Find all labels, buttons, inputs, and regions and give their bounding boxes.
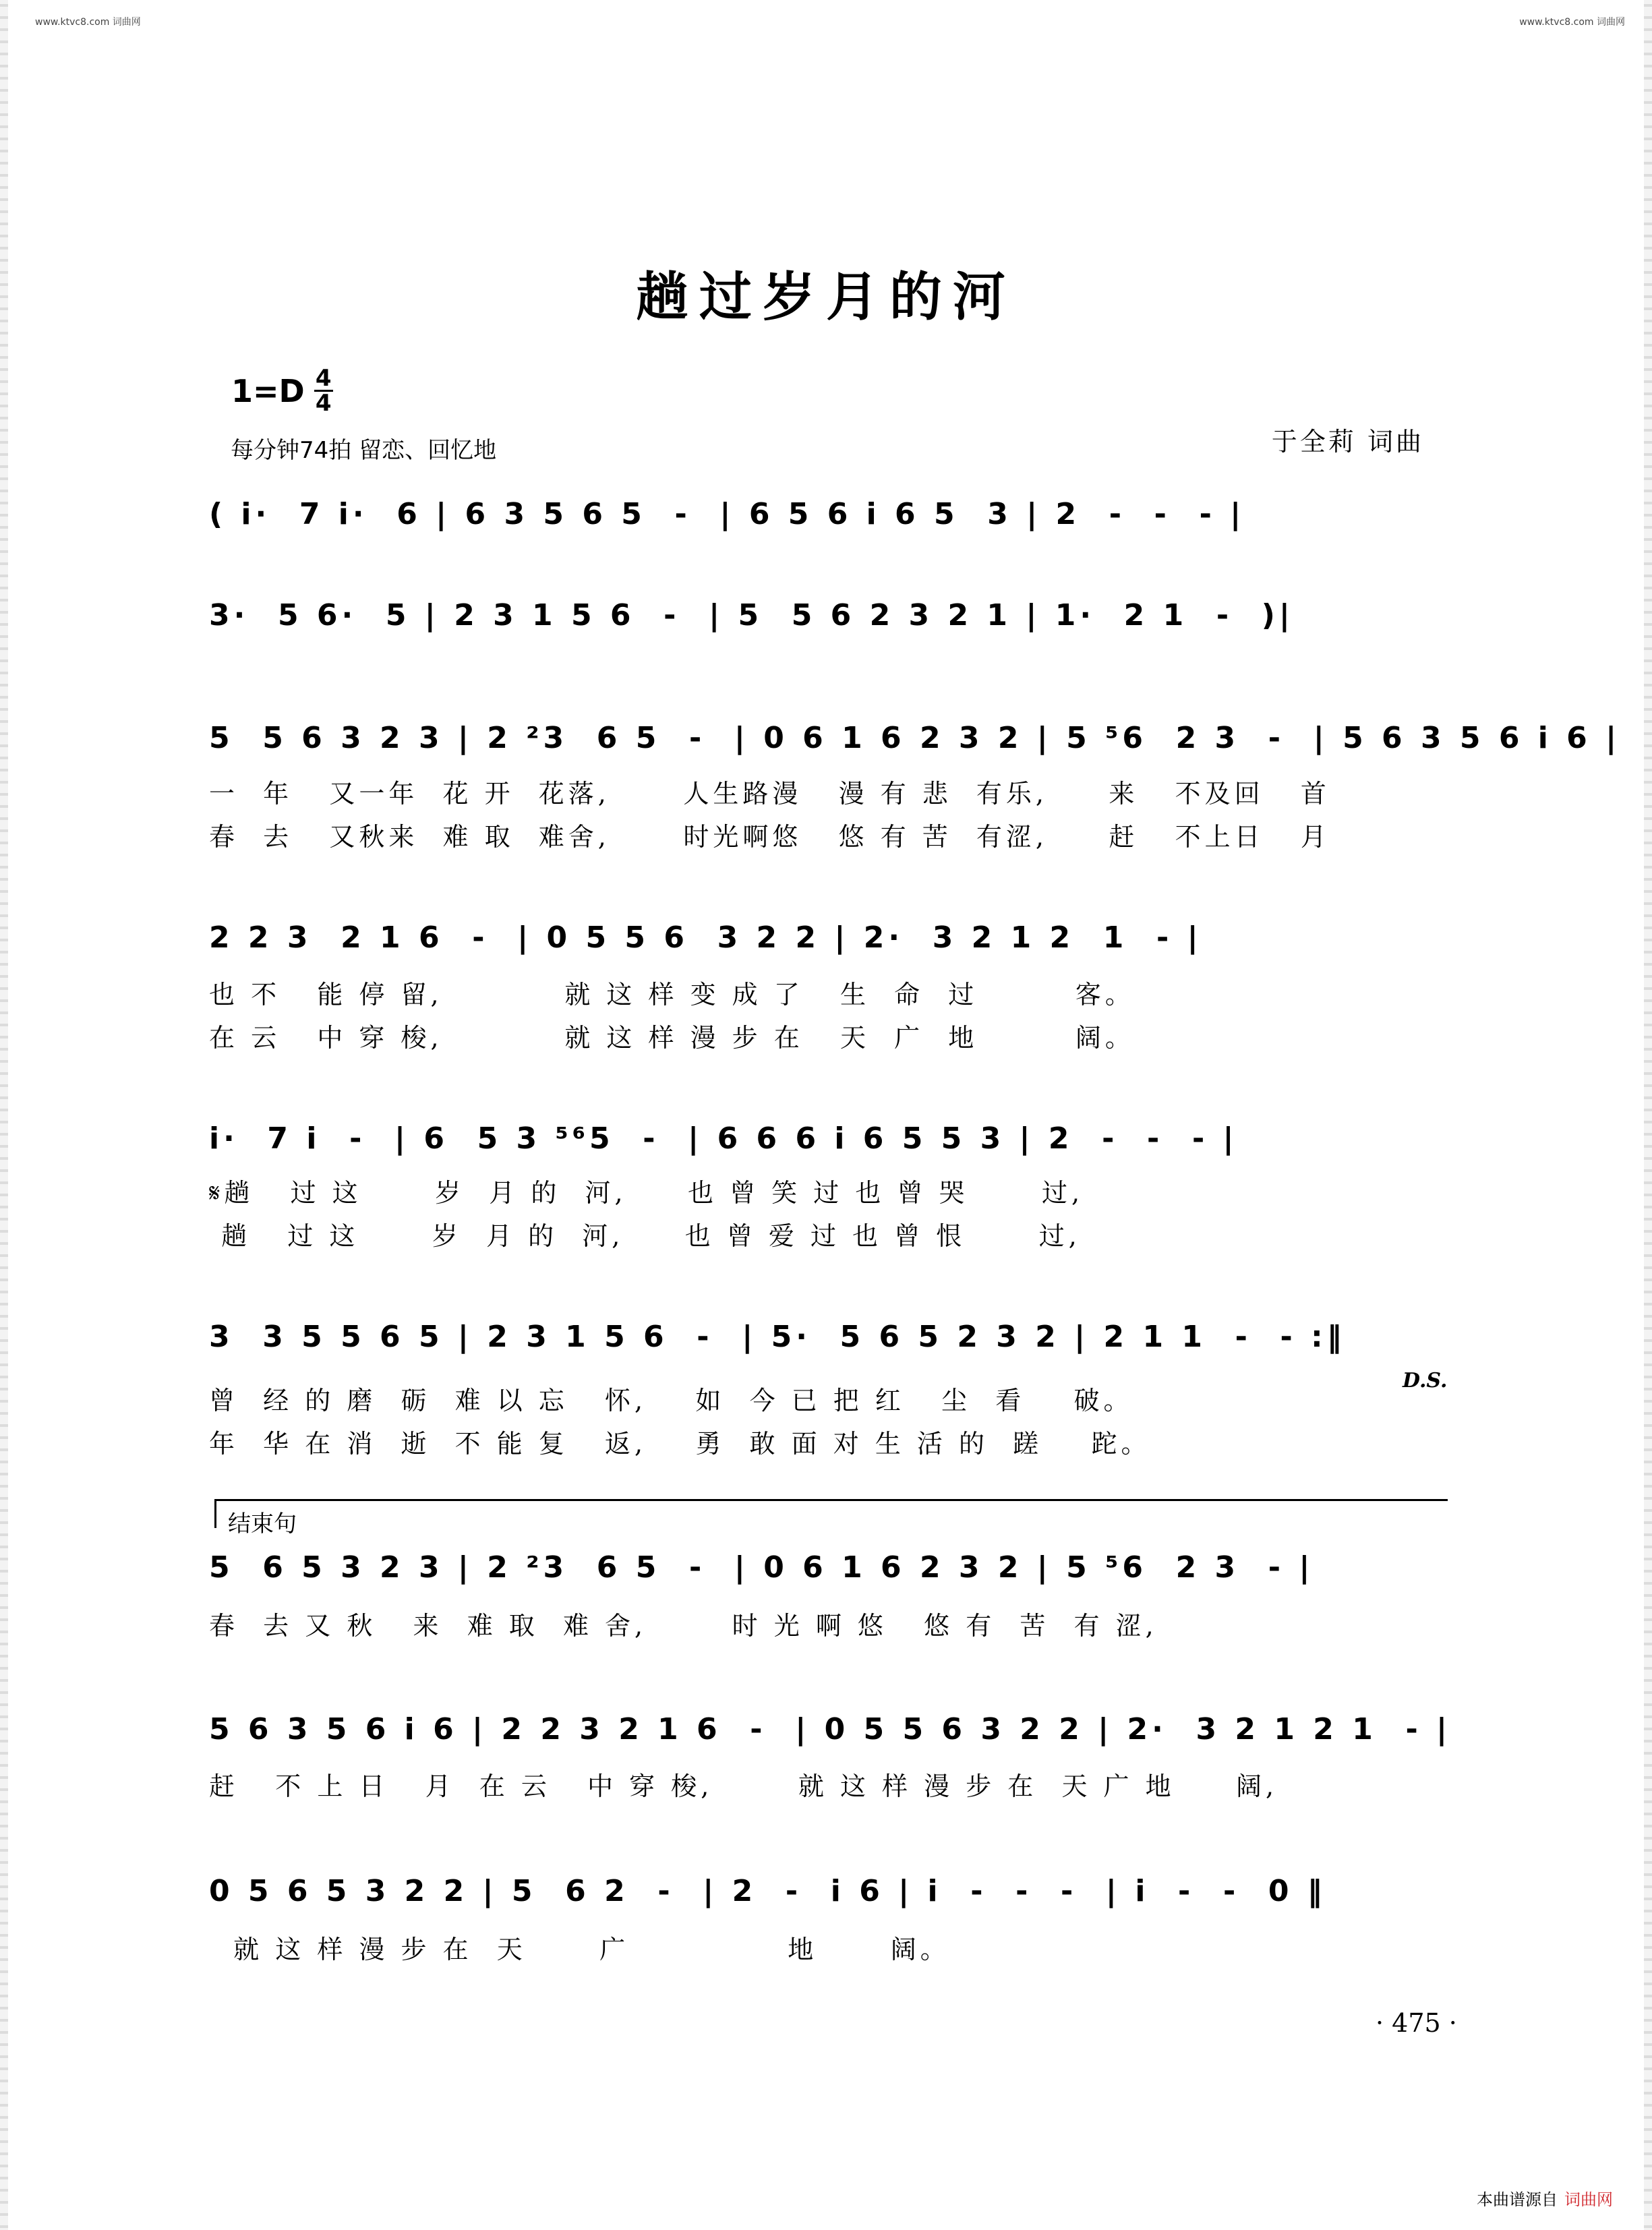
lyric-line: 曾 经 的 磨 砺 难 以 忘 怀, 如 今 已 把 红 尘 看 破。 [209,1386,1133,1415]
left-edge-strip [0,0,8,2230]
dal-segno-marking: D.S. [1403,1369,1448,1392]
notation-row [209,711,1621,765]
lyric-line: 在 云 中 穿 梭, 就 这 样 漫 步 在 天 广 地 阔。 [209,1023,1135,1053]
notation-notes: 5 5 6 3 2 3 | 2 ²3 6 5 - | 0 6 1 6 2 3 2 | 5 ⁵6 2 3 - | 5 6 3 5 6 i 6 | [209,720,1621,755]
notation-row [209,1310,1450,1363]
author-credit: 于全莉 词曲 [1271,427,1424,457]
notation-notes: 5 6 5 3 2 3 | 2 ²3 6 5 - | 0 6 1 6 2 3 2 | 5 ⁵6 2 3 - | [209,1550,1314,1585]
time-signature-top: 4 [315,365,332,392]
notation-notes: i· 7 i - | 6 5 3 ⁵⁶5 - | 6 6 6 i 6 5 5 3 | 2 - - - | [209,1121,1238,1156]
notation-row [209,1864,1450,1918]
lyric-line: 年 华 在 消 逝 不 能 复 返, 勇 敢 面 对 生 活 的 蹉 跎。 [209,1429,1151,1459]
notation-row [209,487,1450,541]
lyric-line: 春 去 又 秋 来 难 取 难 舍, 时 光 啊 悠 悠 有 苦 有 涩, [209,1611,1158,1641]
right-edge-strip [1644,0,1652,2230]
lyric-line: 趟 过 这 岁 月 的 河, 也 曾 爱 过 也 曾 恨 过, [209,1221,1081,1251]
coda-bracket [214,1499,1448,1528]
key-label: 1=D [231,372,305,409]
lyric-line: 赶 不 上 日 月 在 云 中 穿 梭, 就 这 样 漫 步 在 天 广 地 阔, [209,1771,1278,1801]
notation-notes: 5 6 3 5 6 i 6 | 2 2 3 2 1 6 - | 0 5 5 6 3 2 2 | 2· 3 2 1 2 1 - | [209,1711,1452,1747]
notation-row [209,1540,1450,1594]
notation-row [209,1111,1450,1165]
lyric-line: 也 不 能 停 留, 就 这 样 变 成 了 生 命 过 客。 [209,980,1135,1009]
tempo-marking: 每分钟74拍 留恋、回忆地 [231,437,497,464]
coda-label: 结束句 [228,1510,297,1537]
time-signature-bottom: 4 [315,390,332,417]
notation-notes: 0 5 6 5 3 2 2 | 5 6 2 - | 2 - i 6 | i - - - | i - - 0 ‖ [209,1873,1326,1908]
notation-notes: 3· 5 6· 5 | 2 3 1 5 6 - | 5 5 6 2 3 2 1 | 1· 2 1 - )| [209,597,1294,633]
footer-text: 本曲谱源自 [1477,2190,1558,2209]
source-footer[interactable] [1477,2186,1613,2210]
lyric-line: 一 年 又一年 花 开 花落, 人生路漫 漫 有 悲 有乐, 来 不及回 首 [209,779,1330,809]
site-watermark-right[interactable]: www.ktvc8.com 词曲网 [1519,17,1625,28]
song-title: 趟过岁月的河 [635,266,1016,328]
time-signature [314,365,333,417]
notation-notes: 3 3 5 5 6 5 | 2 3 1 5 6 - | 5· 5 6 5 2 3 2 | 2 1 1 - - :‖ [209,1319,1346,1354]
notation-row [209,910,1450,964]
lyric-line: 春 去 又秋来 难 取 难舍, 时光啊悠 悠 有 苦 有涩, 赶 不上日 月 [209,822,1330,852]
site-watermark-left[interactable]: www.ktvc8.com 词曲网 [35,17,141,28]
key-signature [231,365,333,417]
notation-row [209,1702,1450,1756]
footer-brand[interactable]: 词曲网 [1564,2190,1613,2209]
lyric-line: 𝄋趟 过 这 岁 月 的 河, 也 曾 笑 过 也 曾 哭 过, [209,1178,1084,1208]
notation-notes: 2 2 3 2 1 6 - | 0 5 5 6 3 2 2 | 2· 3 2 1 2 1 - | [209,920,1202,955]
page-number: · 475 · [1376,2008,1457,2038]
notation-row [209,588,1450,642]
notation-notes: ( i· 7 i· 6 | 6 3 5 6 5 - | 6 5 6 i 6 5 3 | 2 - - - | [209,496,1245,531]
lyric-line: 就 这 样 漫 步 在 天 广 地 阔。 [209,1935,950,1964]
